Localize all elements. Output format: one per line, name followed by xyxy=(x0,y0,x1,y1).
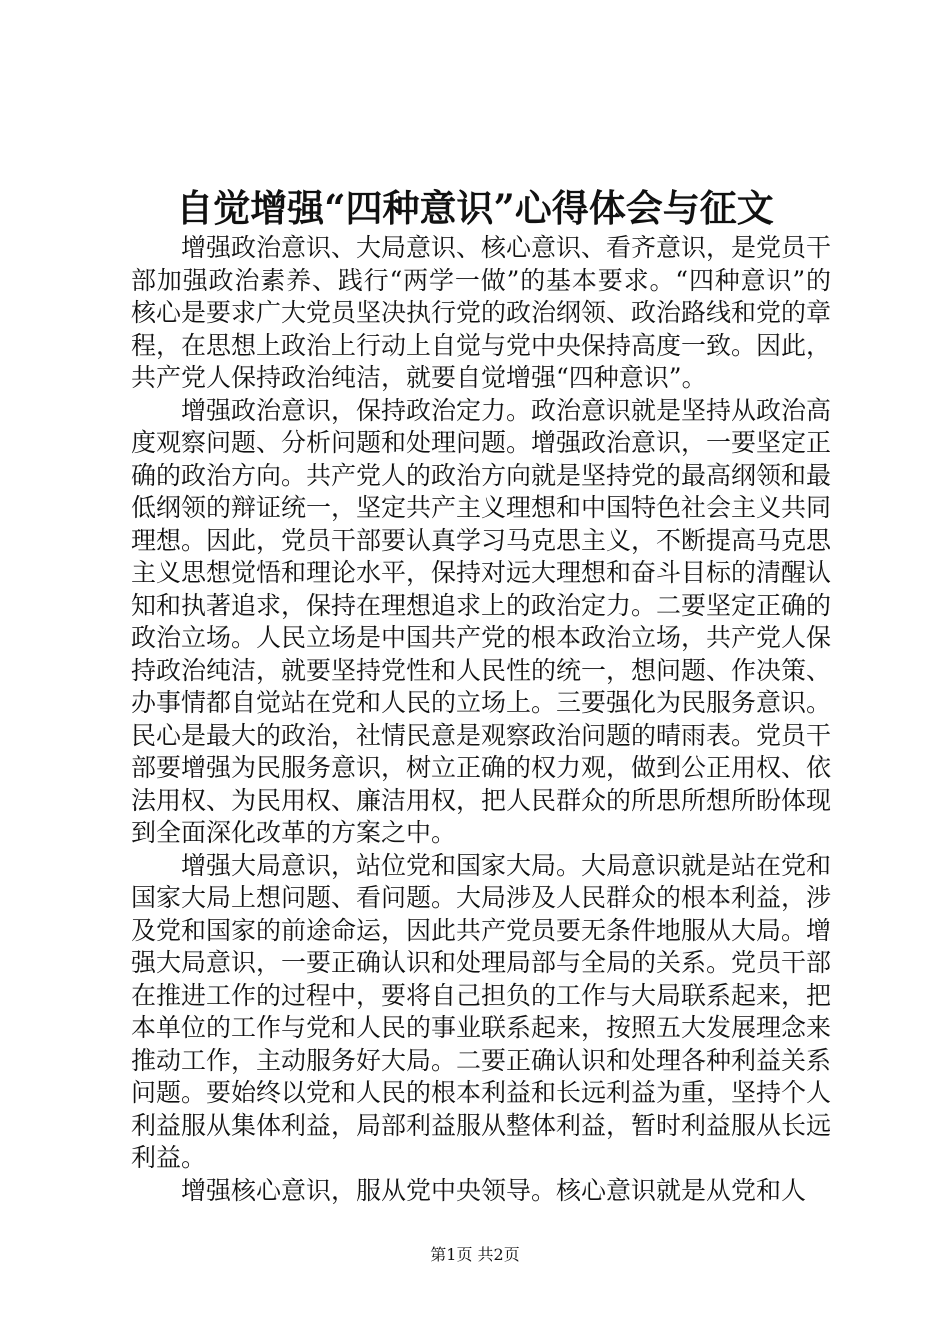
document-body xyxy=(131,232,831,1207)
paragraph-intro: 增强政治意识、大局意识、核心意识、看齐意识，是党员干部加强政治素养、践行“两学一做”的基本要求。“四种意识”的核心是要求广大党员坚决执行党的政治纲领、政治路线和党的章程，在思想上政治上行动上自觉与党中央保持高度一致。因此，共产党人保持政治纯洁，就要自觉增强“四种意识”。 xyxy=(131,233,832,392)
page-footer: 第1页 共2页 xyxy=(430,1245,520,1264)
paragraph-overall-awareness: 增强大局意识，站位党和国家大局。大局意识就是站在党和国家大局上想问题、看问题。大局涉及人民群众的根本利益，涉及党和国家的前途命运，因此共产党员要无条件地服从大局。增强大局意识，一要正确认识和处理局部与全局的关系。党员干部在推进工作的过程中，要将自己担负的工作与大局联系起来，把本单位的工作与党和人民的事业联系起来，按照五大发展理念来推动工作，主动服务好大局。二要正确认识和处理各种利益关系问题。要始终以党和人民的根本利益和长远利益为重，坚持个人利益服从集体利益，局部利益服从整体利益，暂时利益服从长远利益。 xyxy=(131,850,832,1172)
paragraph-political-awareness: 增强政治意识，保持政治定力。政治意识就是坚持从政治高度观察问题、分析问题和处理问题。增强政治意识，一要坚定正确的政治方向。共产党人的政治方向就是坚持党的最高纲领和最低纲领的辩证统一，坚定共产主义理想和中国特色社会主义共同理想。因此，党员干部要认真学习马克思主义，不断提高马克思主义思想觉悟和理论水平，保持对远大理想和奋斗目标的清醒认知和执著追求，保持在理想追求上的政治定力。二要坚定正确的政治立场。人民立场是中国共产党的根本政治立场，共产党人保持政治纯洁，就要坚持党性和人民性的统一，想问题、作决策、办事情都自觉站在党和人民的立场上。三要强化为民服务意识。民心是最大的政治，社情民意是观察政治问题的晴雨表。党员干部要增强为民服务意识，树立正确的权力观，做到公正用权、依法用权、为民用权、廉洁用权，把人民群众的所思所想所盼体现到全面深化改革的方案之中。 xyxy=(131,395,832,847)
paragraph-core-awareness: 增强核心意识，服从党中央领导。核心意识就是从党和人 xyxy=(181,1175,807,1205)
document-title: 自觉增强“四种意识”心得体会与征文 xyxy=(176,186,774,230)
